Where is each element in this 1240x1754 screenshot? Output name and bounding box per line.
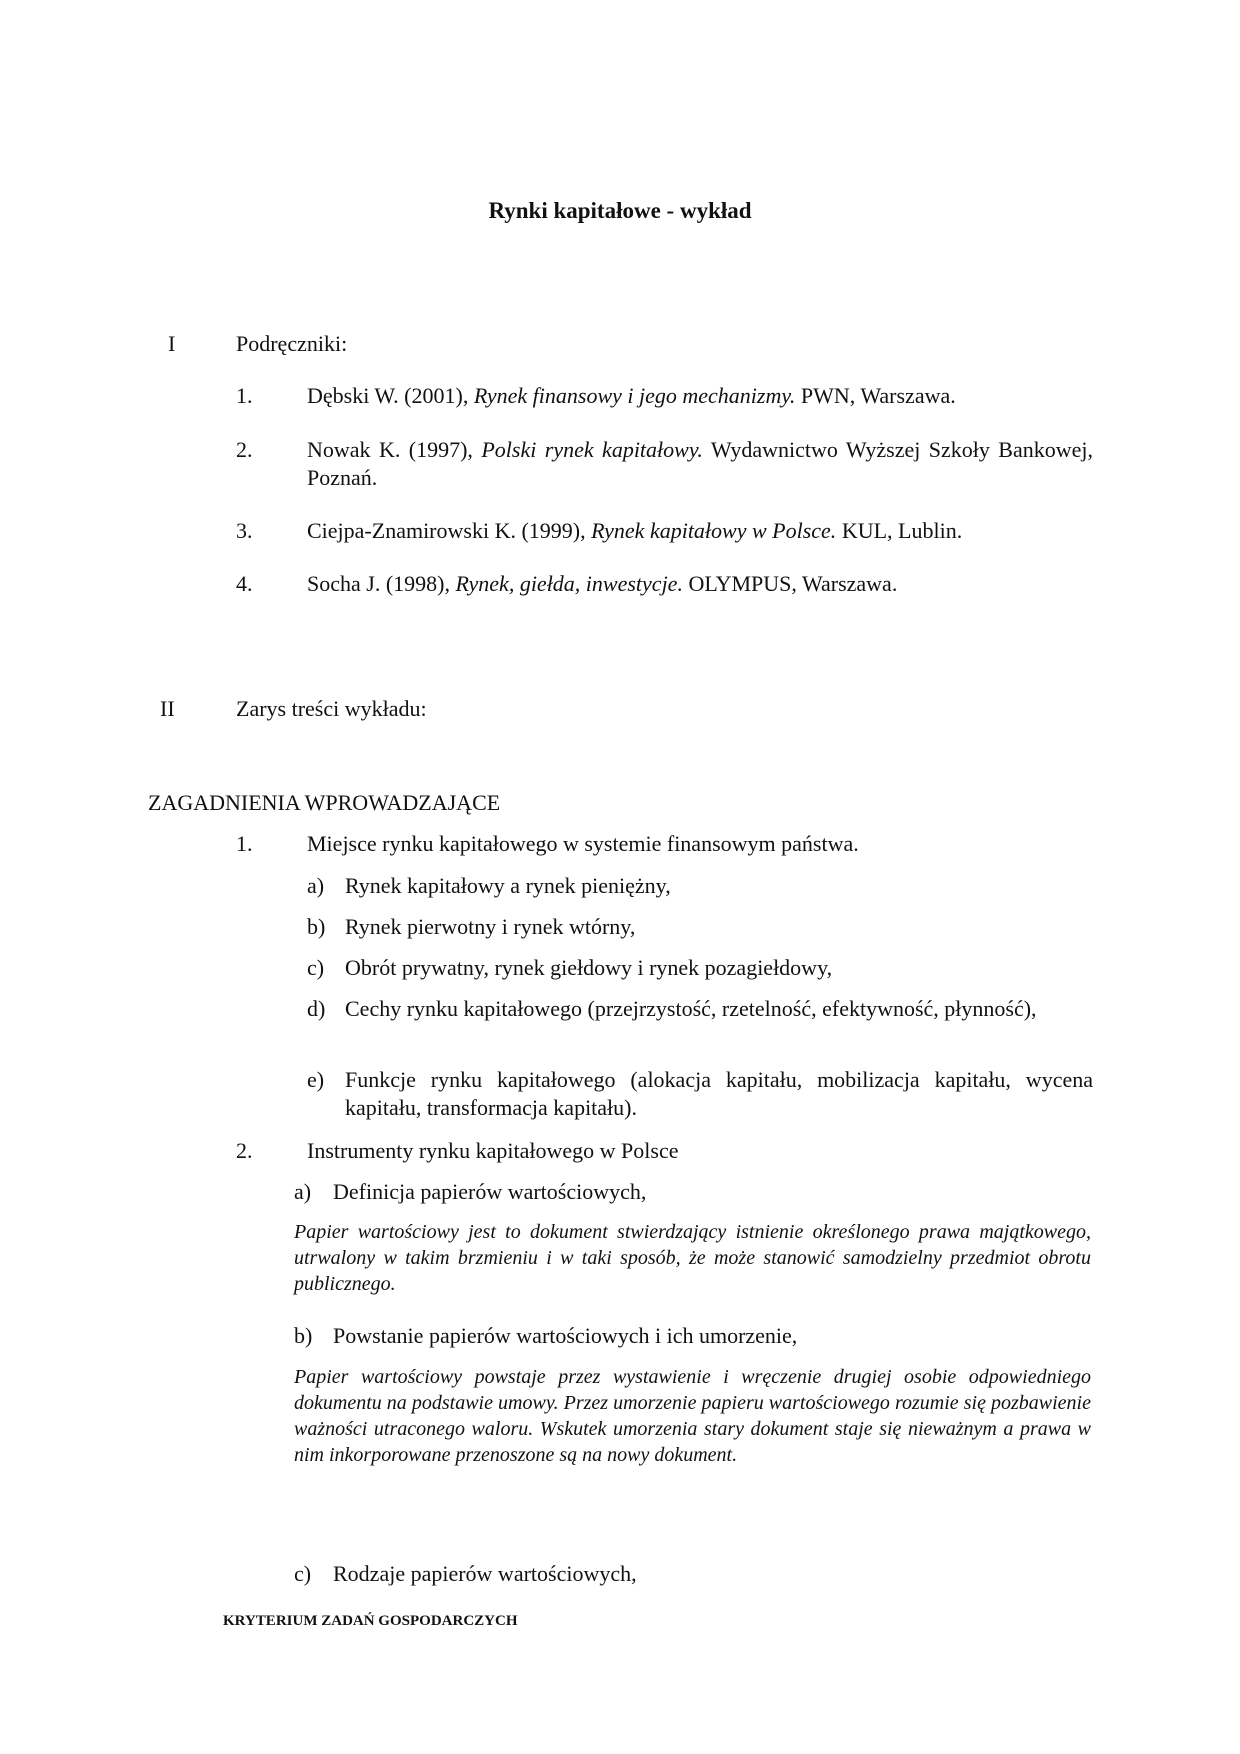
item-1-sub-b-letter: b) [307,914,326,939]
item-1-sub-c-text: Obrót prywatny, rynek giełdowy i rynek pozagiełdowy, [345,955,833,980]
item-1-sub-e-letter: e) [307,1067,325,1092]
item-1-sub-d-letter: d) [307,996,326,1021]
section-2-heading: Zarys treści wykładu: [236,696,427,721]
item-2-sub-c-text: Rodzaje papierów wartościowych, [333,1561,637,1586]
item-1-sub-b-text: Rynek pierwotny i rynek wtórny, [345,914,636,939]
ref-1 [307,382,1093,410]
item-2-sub-a-letter: a) [294,1179,312,1204]
ref-1-publisher: PWN, Warszawa. [795,383,956,408]
ref-2-publisher: Wydawnictwo Wyższej Szkoły Bankowej, Poznań. [307,437,1093,490]
item-1-sub-e-text: Funkcje rynku kapitałowego (alokacja kapitału, mobilizacja kapitału, wycena kapitału, transformacja kapitału). [345,1067,1093,1120]
ref-3-author: Ciejpa-Znamirowski K. (1999), [307,518,592,543]
item-1-text: Miejsce rynku kapitałowego w systemie finansowym państwa. [307,831,859,856]
item-1-sub-c-letter: c) [307,955,325,980]
section-1-numeral: I [168,331,176,356]
ref-1-title: Rynek finansowy i jego mechanizmy. [473,383,796,408]
ref-2 [307,436,1093,492]
section-2-numeral: II [160,696,175,721]
document-title: Rynki kapitałowe - wykład [488,198,752,223]
ref-2-number: 2. [236,437,253,462]
page-footer: KRYTERIUM ZADAŃ GOSPODARCZYCH [223,1613,518,1629]
ref-1-author: Dębski W. (2001), [307,383,474,408]
item-1-sub-a-text: Rynek kapitałowy a rynek pieniężny, [345,873,671,898]
intro-heading: ZAGADNIENIA WPROWADZAJĄCE [148,790,501,815]
item-2-sub-c-letter: c) [294,1561,312,1586]
ref-3 [307,517,1093,545]
ref-3-title: Rynek kapitałowy w Polsce. [591,518,837,543]
ref-1-number: 1. [236,383,253,408]
ref-4-publisher: OLYMPUS, Warszawa. [682,571,898,596]
item-1-sub-a-letter: a) [307,873,325,898]
ref-4 [307,570,1093,598]
ref-2-author: Nowak K. (1997), [307,437,482,462]
ref-3-publisher: KUL, Lublin. [836,518,963,543]
item-2-text: Instrumenty rynku kapitałowego w Polsce [307,1138,679,1163]
section-1-heading: Podręczniki: [236,331,348,356]
item-2-sub-b-letter: b) [294,1323,313,1348]
ref-2-title: Polski rynek kapitałowy. [481,437,703,462]
item-2-sub-b-text: Powstanie papierów wartościowych i ich umorzenie, [333,1323,798,1348]
ref-4-author: Socha J. (1998), [307,571,456,596]
ref-3-number: 3. [236,518,253,543]
item-2-number: 2. [236,1138,253,1163]
item-1-number: 1. [236,831,253,856]
ref-4-title: Rynek, giełda, inwestycje. [455,571,683,596]
item-2-sub-a-text: Definicja papierów wartościowych, [333,1179,647,1204]
item-1-sub-d-text: Cechy rynku kapitałowego (przejrzystość, rzetelność, efektywność, płynność), [345,996,1037,1021]
definition-paragraph: Papier wartościowy jest to dokument stwierdzający istnienie określonego prawa majątkowego, utrwalony w takim brzmieniu i w taki sposób, że może stanowić samodzielny przedmiot obrotu publicznego. [294,1221,1091,1295]
origin-paragraph: Papier wartościowy powstaje przez wystawienie i wręczenie drugiej osobie odpowiedniego dokumentu na podstawie umowy. Przez umorzenie papieru wartościowego rozumie się pozbawienie ważności utraconego waloru. Wskutek umorzenia stary dokument staje się nieważnym a prawa w nim inkorporowane przenoszone są na nowy dokument. [294,1366,1091,1466]
ref-4-number: 4. [236,571,253,596]
